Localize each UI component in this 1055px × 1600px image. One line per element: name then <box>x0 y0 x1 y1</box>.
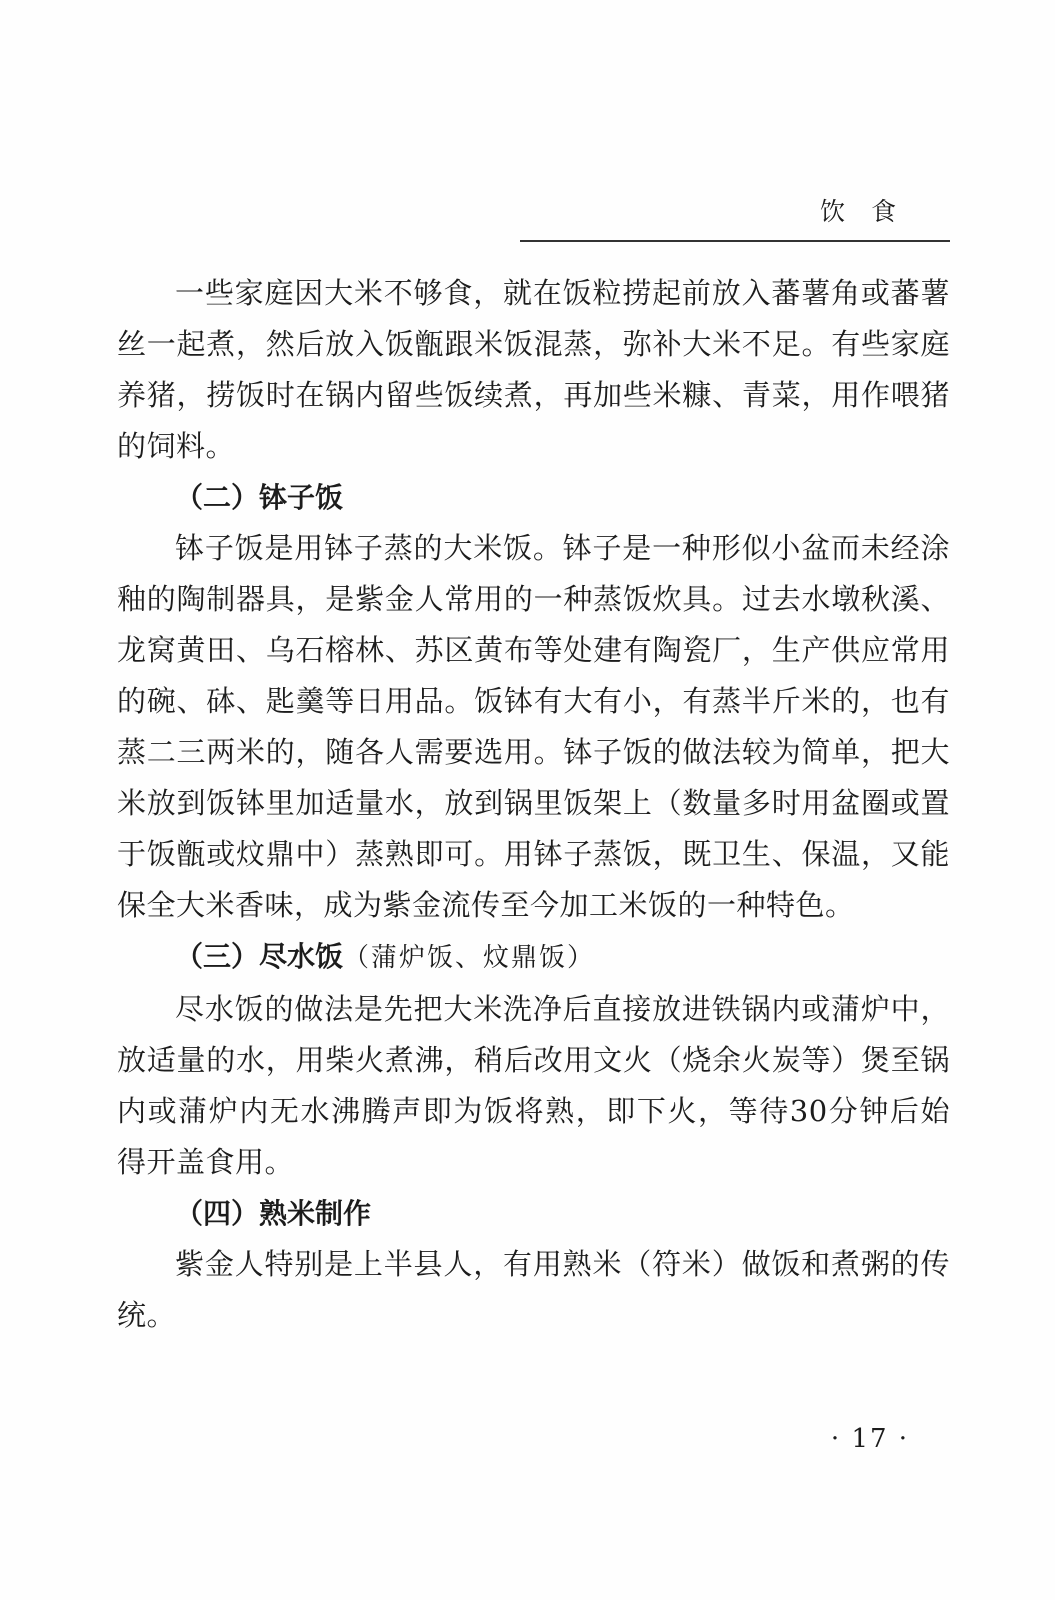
section-heading-text: （三）尽水饭 <box>175 940 344 973</box>
section-heading-note: （蒲炉饭、炆鼎饭） <box>343 943 596 973</box>
paragraph: 一些家庭因大米不够食，就在饭粒捞起前放入蕃薯角或蕃薯丝一起煮，然后放入饭甑跟米饭混蒸，弥补大米不足。有些家庭养猪，捞饭时在锅内留些饭续煮，再加些米糠、青菜，用作喂猪的饲料。 <box>117 276 950 463</box>
paragraph: 钵子饭是用钵子蒸的大米饭。钵子是一种形似小盆而未经涂釉的陶制器具，是紫金人常用的一种蒸饭炊具。过去水墩秋溪、龙窝黄田、乌石榕林、苏区黄布等处建有陶瓷厂，生产供应常用的碗、砵、匙羹等日用品。饭钵有大有小，有蒸半斤米的，也有蒸二三两米的，随各人需要选用。钵子饭的做法较为简单，把大米放到饭钵里加适量水，放到锅里饭架上（数量多时用盆圈或置于饭甑或炆鼎中）蒸熟即可。用钵子蒸饭，既卫生、保温，又能保全大米香味，成为紫金流传至今加工米饭的一种特色。 <box>117 531 950 922</box>
section-heading-text: （四）熟米制作 <box>175 1197 372 1230</box>
header-rule <box>520 240 950 242</box>
page-body <box>117 268 950 1341</box>
running-head-title: 饮食 <box>819 197 922 226</box>
section-heading <box>117 931 950 984</box>
paragraph: 尽水饭的做法是先把大米洗净后直接放进铁锅内或蒲炉中，放适量的水，用柴火煮沸，稍后改用文火（烧余火炭等）煲至锅内或蒲炉内无水沸腾声即为饭将熟，即下火，等待30分钟后始得开盖食用。 <box>117 992 950 1179</box>
section-heading <box>117 472 950 523</box>
running-head <box>520 196 950 244</box>
page-number: · 17 · <box>830 1424 910 1454</box>
section-heading <box>117 1188 950 1239</box>
paragraph: 紫金人特别是上半县人，有用熟米（符米）做饭和煮粥的传统。 <box>117 1247 950 1332</box>
section-heading-text: （二）钵子饭 <box>175 481 344 514</box>
